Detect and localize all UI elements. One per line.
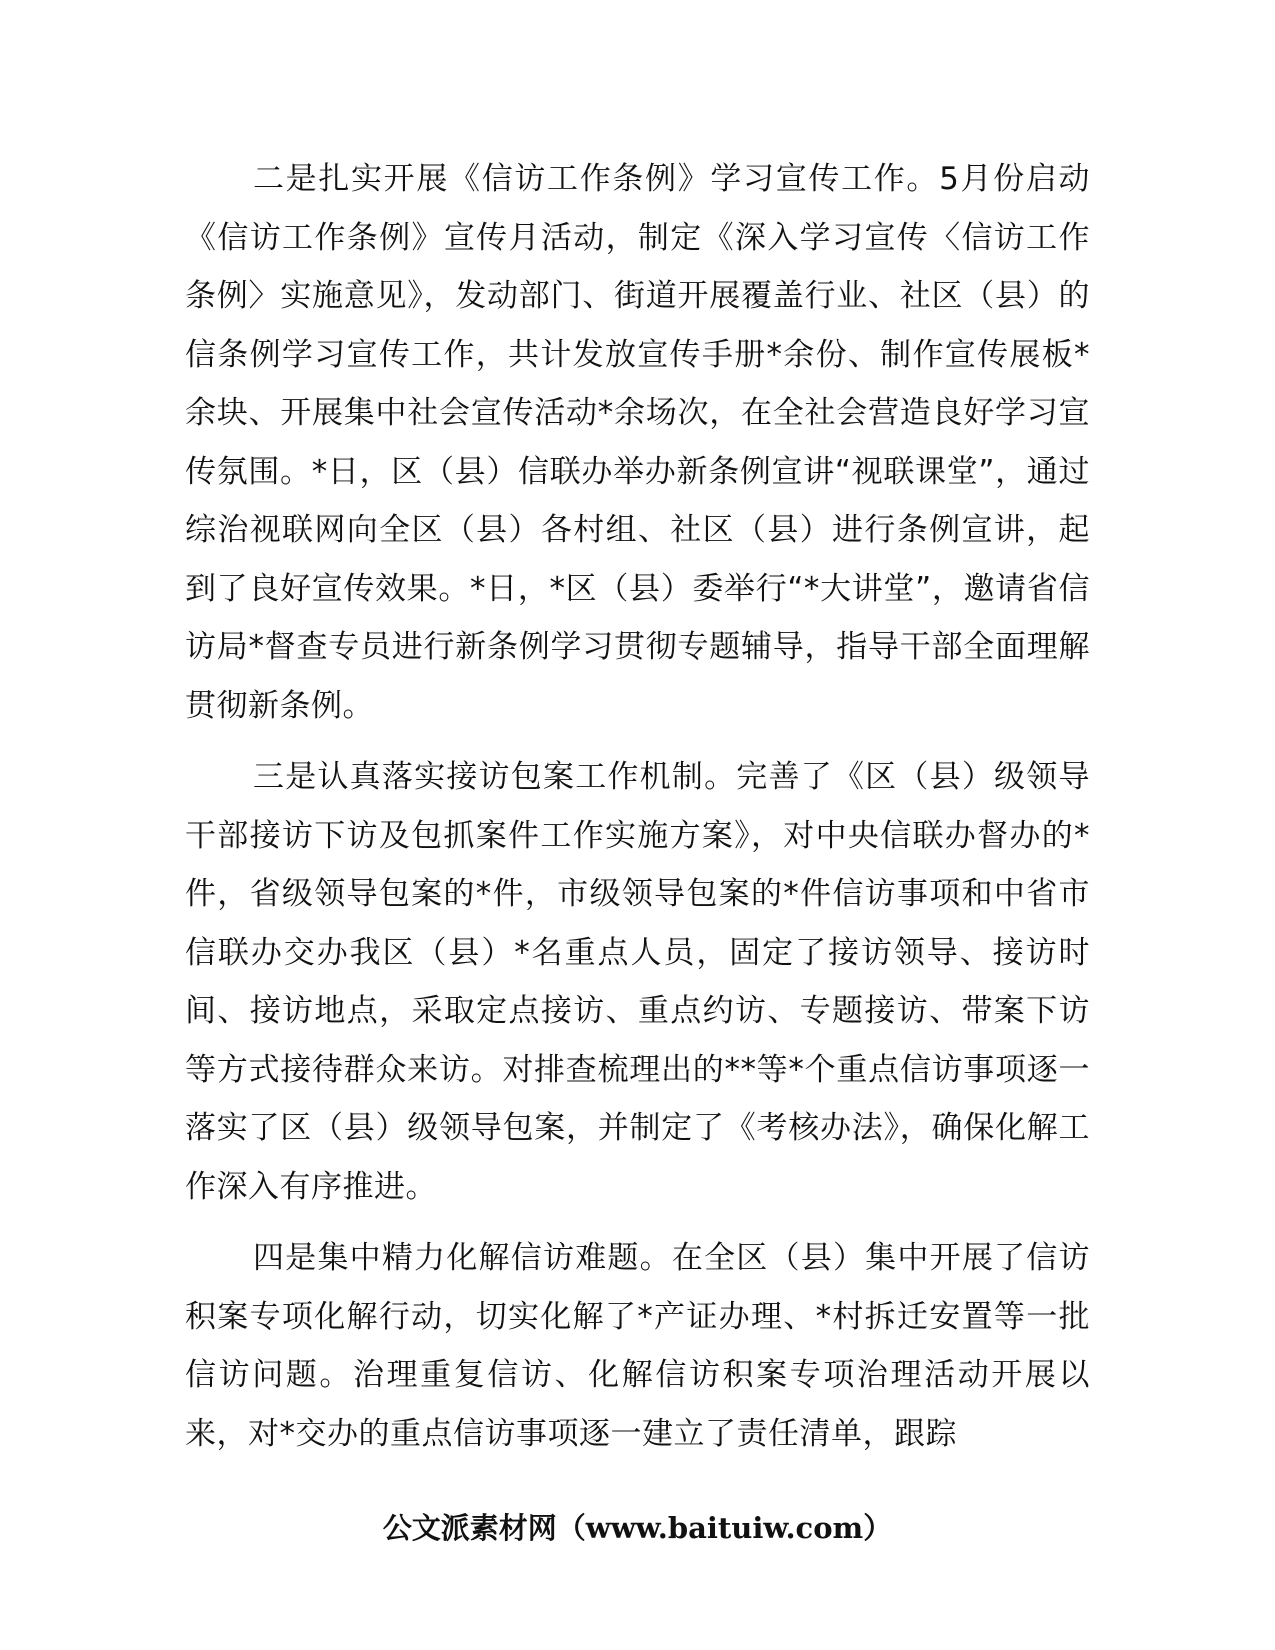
paragraph-2-xinfang-regulations-publicity: 二是扎实开展《信访工作条例》学习宣传工作。5月份启动《信访工作条例》宣传月活动，制定《深入学习宣传〈信访工作条例〉实施意见》，发动部门、街道开展覆盖行业、社区（县）的信条例学习宣传工作，共计发放宣传手册*余份、制作宣传展板*余块、开展集中社会宣传活动*余场次，在全社会营造良好学习宣传氛围。*日，区（县）信联办举办新条例宣讲“视联课堂”，通过综治视联网向全区（县）各村组、社区（县）进行条例宣讲，起到了良好宣传效果。*日，*区（县）委举行“*大讲堂”，邀请省信访局*督查专员进行新条例学习贯彻专题辅导，指导干部全面理解贯彻新条例。: [185, 161, 1090, 724]
paragraph-3-petition-case-mechanism: 三是认真落实接访包案工作机制。完善了《区（县）级领导干部接访下访及包抓案件工作实施方案》，对中央信联办督办的*件，省级领导包案的*件，市级领导包案的*件信访事项和中省市信联办交办我区（县）*名重点人员，固定了接访领导、接访时间、接访地点，采取定点接访、重点约访、专题接访、带案下访等方式接待群众来访。对排查梳理出的**等*个重点信访事项逐一落实了区（县）级领导包案，并制定了《考核办法》，确保化解工作深入有序推进。: [185, 759, 1090, 1205]
document-body: [185, 150, 1090, 1476]
paragraph-4-resolve-petition-difficulties: 四是集中精力化解信访难题。在全区（县）集中开展了信访积案专项化解行动，切实化解了*产证办理、*村拆迁安置等一批信访问题。治理重复信访、化解信访积案专项治理活动开展以来，对*交办的重点信访事项逐一建立了责任清单，跟踪: [185, 1240, 1090, 1452]
page-footer-watermark: 公文派素材网（www.baituiw.com）: [382, 1511, 893, 1545]
